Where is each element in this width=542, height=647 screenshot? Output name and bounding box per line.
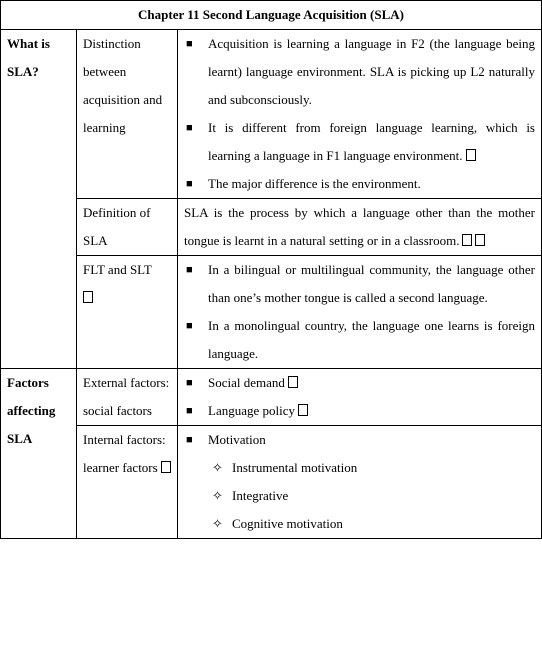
- table-row: [1, 199, 542, 256]
- table-row: [1, 369, 542, 426]
- bullet-list: [184, 30, 535, 198]
- square-bullet-icon: ■: [186, 122, 193, 134]
- square-bullet-icon: ■: [186, 178, 193, 190]
- list-item: ■ It is different from foreign language learning, which is learning a language in F1 language environment.: [184, 114, 535, 170]
- content-distinction: [178, 30, 542, 199]
- table-title: Chapter 11 Second Language Acquisition (SLA): [1, 1, 542, 30]
- list-item: ■ In a bilingual or multilingual community, the language other than one’s mother tongue is called a second language.: [184, 256, 535, 312]
- term-flt-slt: FLT and SLT: [77, 256, 178, 369]
- term-internal: Internal factors: learner factors: [77, 426, 178, 539]
- list-item: ✧ Integrative: [184, 482, 535, 510]
- category-what-is-sla: What is SLA?: [1, 30, 77, 369]
- square-bullet-icon: ■: [186, 434, 193, 446]
- list-item: ✧ Cognitive motivation: [184, 510, 535, 538]
- bullet-list: [184, 369, 535, 425]
- square-bullet-icon: ■: [186, 38, 193, 50]
- content-definition: SLA is the process by which a language other than the mother tongue is learnt in a natural setting or in a classroom.: [178, 199, 542, 256]
- sub-bullet-list: [184, 454, 535, 538]
- missing-glyph-icon: [462, 234, 472, 246]
- category-factors: Factors affecting SLA: [1, 369, 77, 539]
- list-item: ■ Social demand: [184, 369, 535, 397]
- list-item: ✧ Instrumental motivation: [184, 454, 535, 482]
- term-distinction: Distinction between acquisition and learning: [77, 30, 178, 199]
- table-row: [1, 426, 542, 539]
- term-external: External factors: social factors: [77, 369, 178, 426]
- square-bullet-icon: ■: [186, 377, 193, 389]
- missing-glyph-icon: [83, 291, 93, 303]
- square-bullet-icon: ■: [186, 264, 193, 276]
- content-internal: [178, 426, 542, 539]
- bullet-list: [184, 426, 535, 454]
- content-external: [178, 369, 542, 426]
- missing-glyph-icon: [288, 376, 298, 388]
- term-definition: Definition of SLA: [77, 199, 178, 256]
- missing-glyph-icon: [466, 149, 476, 161]
- missing-glyph-icon: [475, 234, 485, 246]
- diamond-bullet-icon: ✧: [212, 460, 223, 475]
- square-bullet-icon: ■: [186, 405, 193, 417]
- missing-glyph-icon: [298, 404, 308, 416]
- content-flt-slt: [178, 256, 542, 369]
- diamond-bullet-icon: ✧: [212, 516, 223, 531]
- table-row: [1, 30, 542, 199]
- list-item: ■ In a monolingual country, the language one learns is foreign language.: [184, 312, 535, 368]
- square-bullet-icon: ■: [186, 320, 193, 332]
- bullet-list: [184, 256, 535, 368]
- list-item: ■ Language policy: [184, 397, 535, 425]
- title-row: [1, 1, 542, 30]
- diamond-bullet-icon: ✧: [212, 488, 223, 503]
- list-item: ■ Acquisition is learning a language in F2 (the language being learnt) language environment. SLA is picking up L2 naturally and subconsciously.: [184, 30, 535, 114]
- list-item: ■ The major difference is the environment.: [184, 170, 535, 198]
- table-row: [1, 256, 542, 369]
- missing-glyph-icon: [161, 461, 171, 473]
- list-item: ■ Motivation: [184, 426, 535, 454]
